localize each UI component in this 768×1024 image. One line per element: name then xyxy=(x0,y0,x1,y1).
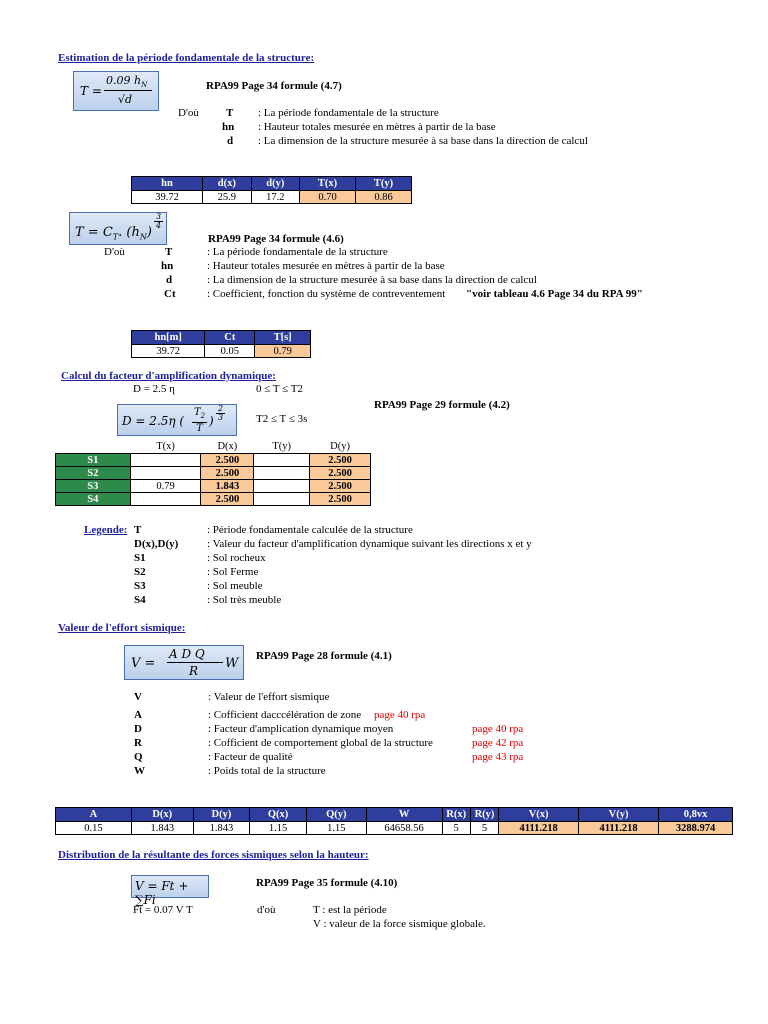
legend-sym-s4: S4 xyxy=(134,594,146,606)
formula-lhs: T = xyxy=(80,84,102,98)
def3-text-Q: : Facteur de qualité xyxy=(208,751,293,763)
exp-num: 3 xyxy=(156,212,162,221)
formula-rhs: W xyxy=(225,656,239,671)
section-title-amplification: Calcul du facteur d'amplification dynamique: xyxy=(61,370,276,382)
legend-sym-s2: S2 xyxy=(134,566,146,578)
exp-num: 2 xyxy=(218,404,224,413)
formula-lhs: V = xyxy=(131,656,156,671)
def2-sym-d: d xyxy=(166,274,173,286)
soil-s1: S1 xyxy=(56,454,131,467)
table-row xyxy=(56,454,371,467)
def-sym-hn: hn xyxy=(222,121,235,133)
ref-4-2: RPA99 Page 29 formule (4.2) xyxy=(374,399,510,411)
def-text-hn: : Hauteur totales mesurée en mètres à partir de la base xyxy=(258,121,496,133)
eq-d-constant: D = 2.5 η xyxy=(133,383,175,395)
section-title-distribution: Distribution de la résultante des forces sismiques selon la hauteur: xyxy=(58,849,369,861)
exp-den: 4 xyxy=(156,221,162,230)
def3-text-V: : Valeur de l'effort sismique xyxy=(208,691,330,703)
cell-rx: 5 xyxy=(442,822,470,835)
th-vx: V(x) xyxy=(499,808,579,822)
cell-qy: 1.15 xyxy=(306,822,366,835)
formula-text: V = Ft + ∑Fi xyxy=(135,879,189,907)
ratio-num-sub: 2 xyxy=(200,412,206,420)
ref-4-7: RPA99 Page 34 formule (4.7) xyxy=(206,80,342,92)
def3-sym-W: W xyxy=(134,765,145,777)
def3-page-A: page 40 rpa xyxy=(374,709,426,721)
th-qy: Q(y) xyxy=(306,808,366,822)
th-dx: D(x) xyxy=(201,440,254,454)
cell-a: 0.15 xyxy=(56,822,132,835)
exp-den: 3 xyxy=(218,413,224,422)
cell-ty xyxy=(254,480,310,493)
cell-ty xyxy=(254,493,310,506)
def3-sym-V: V xyxy=(134,691,142,703)
dou-label-3: d'où xyxy=(257,904,276,916)
formula-numerator: A D Q xyxy=(169,647,205,661)
formula-lhs: D = 2.5η ( xyxy=(122,414,185,428)
soil-s4: S4 xyxy=(56,493,131,506)
cell-dx: 1.843 xyxy=(131,822,193,835)
formula-period-4-7 xyxy=(73,71,159,111)
section-title-effort: Valeur de l'effort sismique: xyxy=(58,622,186,634)
table-row xyxy=(132,191,412,204)
th-hn-m: hn[m] xyxy=(132,331,205,345)
cell-dx: 1.843 xyxy=(201,480,254,493)
cond-range-1: 0 ≤ T ≤ T2 xyxy=(256,383,303,395)
legend-text-s1: : Sol rocheux xyxy=(207,552,266,564)
th-ct: Ct xyxy=(205,331,255,345)
def3-sym-Q: Q xyxy=(134,751,143,763)
def3-page-Q: page 43 rpa xyxy=(472,751,524,763)
cell-hn-m: 39.72 xyxy=(132,345,205,358)
cell-ty: 0.86 xyxy=(356,191,412,204)
th-qx: Q(x) xyxy=(250,808,307,822)
th-tx: T(x) xyxy=(300,177,356,191)
def3-page-R: page 42 rpa xyxy=(472,737,524,749)
th-dx: D(x) xyxy=(131,808,193,822)
def3-text-W: : Poids total de la structure xyxy=(208,765,326,777)
legend-sym-T: T xyxy=(134,524,142,536)
formula-sub-n: N xyxy=(139,232,147,242)
legend-text-dxdy: : Valeur du facteur d'amplification dynamique suivant les directions x et y xyxy=(207,538,532,550)
cell-hn: 39.72 xyxy=(132,191,203,204)
th-08vx: 0,8vx xyxy=(659,808,733,822)
soil-s2: S2 xyxy=(56,467,131,480)
formula-effort-4-1 xyxy=(124,645,244,680)
ratio-den: T xyxy=(196,423,203,434)
th-dy: D(y) xyxy=(310,440,371,454)
cell-w: 64658.56 xyxy=(366,822,442,835)
def-text-d: : La dimension de la structure mesurée à sa base dans la direction de calcul xyxy=(258,135,588,147)
formula-exponent xyxy=(216,405,225,422)
th-ty: T(y) xyxy=(254,440,310,454)
cell-tx xyxy=(130,493,201,506)
formula-mid: . (h xyxy=(118,225,140,240)
cond-range-2: T2 ≤ T ≤ 3s xyxy=(256,413,308,425)
def3-sym-D: D xyxy=(134,723,142,735)
ref-4-10: RPA99 Page 35 formule (4.10) xyxy=(256,877,398,889)
formula-exponent xyxy=(154,213,163,230)
table-effort-sismique xyxy=(55,807,733,835)
cell-qx: 1.15 xyxy=(250,822,307,835)
def3-text-R: : Cofficient de comportement global de la structure xyxy=(208,737,433,749)
cell-dy: 17.2 xyxy=(251,191,300,204)
formula-period-4-6 xyxy=(69,212,167,245)
def2-text-ct: : Coefficient, fonction du système de contreventement xyxy=(207,288,446,300)
dou-label-2: D'où xyxy=(104,246,125,258)
def3-page-D: page 40 rpa xyxy=(472,723,524,735)
th-rx: R(x) xyxy=(442,808,470,822)
ct-table-note: "voir tableau 4.6 Page 34 du RPA 99" xyxy=(466,288,643,300)
def2-sym-ct: Ct xyxy=(164,288,176,300)
def-sym-T: T xyxy=(226,107,234,119)
legend-text-T: : Période fondamentale calculée de la structure xyxy=(207,524,413,536)
th-ry: R(y) xyxy=(470,808,498,822)
cell-tx xyxy=(130,454,201,467)
formula-distribution-4-10 xyxy=(131,875,209,907)
formula-sub-t: T xyxy=(112,232,119,242)
th-a: A xyxy=(56,808,132,822)
cell-tx: 0.79 xyxy=(130,480,201,493)
cell-dy: 1.843 xyxy=(193,822,250,835)
formula-end: ) xyxy=(146,225,152,240)
def2-text-T: : La période fondamentale de la structure xyxy=(207,246,388,258)
ref-4-6: RPA99 Page 34 formule (4.6) xyxy=(208,233,344,245)
cell-vy: 4111.218 xyxy=(579,822,659,835)
def3-sym-R: R xyxy=(134,737,142,749)
dou-label: D'où xyxy=(178,107,199,119)
cell-dy: 2.500 xyxy=(310,454,371,467)
legend-text-s3: : Sol meuble xyxy=(207,580,263,592)
formula-ratio xyxy=(192,407,207,434)
def4-line-T: T : est la période xyxy=(313,904,387,916)
cell-dx: 2.500 xyxy=(201,467,254,480)
legend-sym-dxdy: D(x),D(y) xyxy=(134,538,179,550)
cell-ct: 0.05 xyxy=(205,345,255,358)
soil-s3: S3 xyxy=(56,480,131,493)
cell-dy: 2.500 xyxy=(310,467,371,480)
legend-sym-s3: S3 xyxy=(134,580,146,592)
cell-ry: 5 xyxy=(470,822,498,835)
legend-label: Legende: xyxy=(84,524,128,536)
table-row xyxy=(56,480,371,493)
table-period-ct xyxy=(131,330,311,358)
def3-text-D: : Facteur d'amplication dynamique moyen xyxy=(208,723,394,735)
cell-ty xyxy=(254,454,310,467)
table-row xyxy=(56,822,733,835)
table-row xyxy=(132,345,311,358)
cell-dy: 2.500 xyxy=(310,493,371,506)
table-row xyxy=(56,467,371,480)
formula-denominator: √d xyxy=(118,93,133,106)
cell-dx: 2.500 xyxy=(201,454,254,467)
formula-amplification xyxy=(117,404,237,436)
th-dy: d(y) xyxy=(251,177,300,191)
cell-08vx: 3288.974 xyxy=(659,822,733,835)
th-tx: T(x) xyxy=(130,440,201,454)
cell-dy: 2.500 xyxy=(310,480,371,493)
table-amplification xyxy=(55,440,371,506)
formula-denominator: R xyxy=(189,664,199,678)
def4-line-V: V : valeur de la force sismique globale. xyxy=(313,918,486,930)
formula-sub: N xyxy=(141,81,148,90)
formula-close: ) xyxy=(209,414,214,428)
table-period-hn xyxy=(131,176,412,204)
ratio-num: T xyxy=(194,407,201,418)
th-ty: T(y) xyxy=(356,177,412,191)
ref-4-1: RPA99 Page 28 formule (4.1) xyxy=(256,650,392,662)
def2-text-hn: : Hauteur totales mesurée en mètres à partir de la base xyxy=(207,260,445,272)
cell-ty xyxy=(254,467,310,480)
def2-sym-T: T xyxy=(165,246,173,258)
def-sym-d: d xyxy=(227,135,234,147)
th-dx: d(x) xyxy=(203,177,252,191)
def3-text-A: : Cofficient dacccélération de zone xyxy=(208,709,362,721)
cell-vx: 4111.218 xyxy=(499,822,579,835)
legend-sym-s1: S1 xyxy=(134,552,146,564)
ft-formula: Ft = 0.07 V T xyxy=(133,904,193,916)
def2-text-d: : La dimension de la structure mesurée à sa base dans la direction de calcul xyxy=(207,274,537,286)
def-text-T: : La période fondamentale de la structure xyxy=(258,107,439,119)
th-dy: D(y) xyxy=(193,808,250,822)
formula-lhs: T = C xyxy=(75,225,113,240)
cell-dx: 25.9 xyxy=(203,191,252,204)
legend-text-s4: : Sol très meuble xyxy=(207,594,282,606)
th-vy: V(y) xyxy=(579,808,659,822)
formula-numerator: 0.09 h xyxy=(106,74,142,87)
section-title-periode: Estimation de la période fondamentale de la structure: xyxy=(58,52,315,64)
def3-sym-A: A xyxy=(134,709,142,721)
table-row xyxy=(56,493,371,506)
cell-dx: 2.500 xyxy=(201,493,254,506)
def2-sym-hn: hn xyxy=(161,260,174,272)
cell-tx xyxy=(130,467,201,480)
th-hn: hn xyxy=(132,177,203,191)
cell-tx: 0.70 xyxy=(300,191,356,204)
th-w: W xyxy=(366,808,442,822)
th-t-s: T[s] xyxy=(255,331,311,345)
cell-t-s: 0.79 xyxy=(255,345,311,358)
legend-text-s2: : Sol Ferme xyxy=(207,566,259,578)
